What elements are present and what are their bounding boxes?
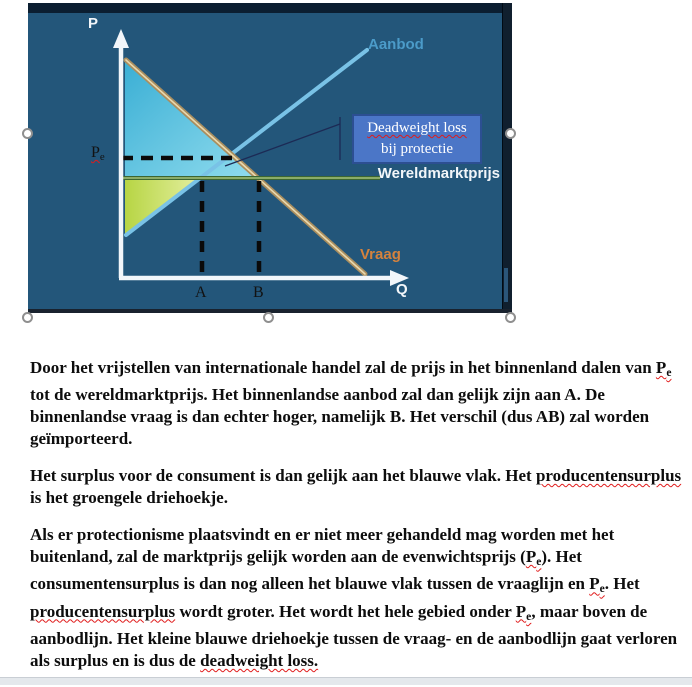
- q-axis-label: Q: [396, 281, 408, 298]
- image-right-dark-strip: [502, 3, 512, 309]
- selection-handle-bottom-middle[interactable]: [263, 312, 274, 323]
- world-price-label: Wereldmarktprijs: [377, 165, 500, 182]
- embedded-diagram-image[interactable]: [28, 3, 512, 313]
- p-axis-arrow-icon: [113, 29, 129, 48]
- bottom-ui-strip: [0, 677, 692, 685]
- scrollbar-fragment: [504, 268, 508, 302]
- callout-line1: Deadweight loss: [367, 120, 467, 136]
- pe-price-label: $P_e$: [91, 144, 105, 164]
- callout-line2: bij protectie: [380, 141, 454, 157]
- selection-handle-left[interactable]: [22, 128, 33, 139]
- paragraph-protectionism: Als er protectionisme plaatsvindt en er niet meer gehandeld mag worden met het buitenland, zal de marktprijs gelijk worden aan de evenwichtsprijs $(P_e)$. Het consumentensurplus is dan nog alleen het blauwe vlak tussen de vraaglijn en $P_e$. Het producentensurplus wordt groter. Het wordt het hele gebied onder $P_e$, maar boven de aanbodlijn. Het kleine blauwe driehoekje tussen de vraag- en de aanbodlijn gaat verloren als surplus en is dus de deadweight loss.: [30, 525, 678, 670]
- selection-handle-bottom-right[interactable]: [505, 312, 516, 323]
- paragraph-free-trade: Door het vrijstellen van internationale handel zal de prijs in het binnenland dalen van $P_e$ tot de wereldmarktprijs. Het binnenlandse aanbod zal dan gelijk zijn aan A. De binnenlandse vraag is dan echter hoger, namelijk B. Het verschil (dus AB) zal worden geïmporteerd.: [30, 358, 676, 449]
- selection-handle-bottom-left[interactable]: [22, 312, 33, 323]
- supply-label: Aanbod: [368, 36, 424, 53]
- point-a-label: A: [195, 284, 207, 301]
- document-text-block[interactable]: [30, 357, 682, 687]
- paragraph-surplus: Het surplus voor de consument is dan gelijk aan het blauwe vlak. Het producentensurplus is het groengele driehoekje.: [30, 466, 682, 508]
- p-axis-label: P: [88, 15, 99, 32]
- selection-handle-right[interactable]: [505, 128, 516, 139]
- deadweight-loss-callout: [352, 114, 482, 164]
- point-b-label: B: [253, 284, 264, 301]
- demand-label: Vraag: [360, 246, 401, 263]
